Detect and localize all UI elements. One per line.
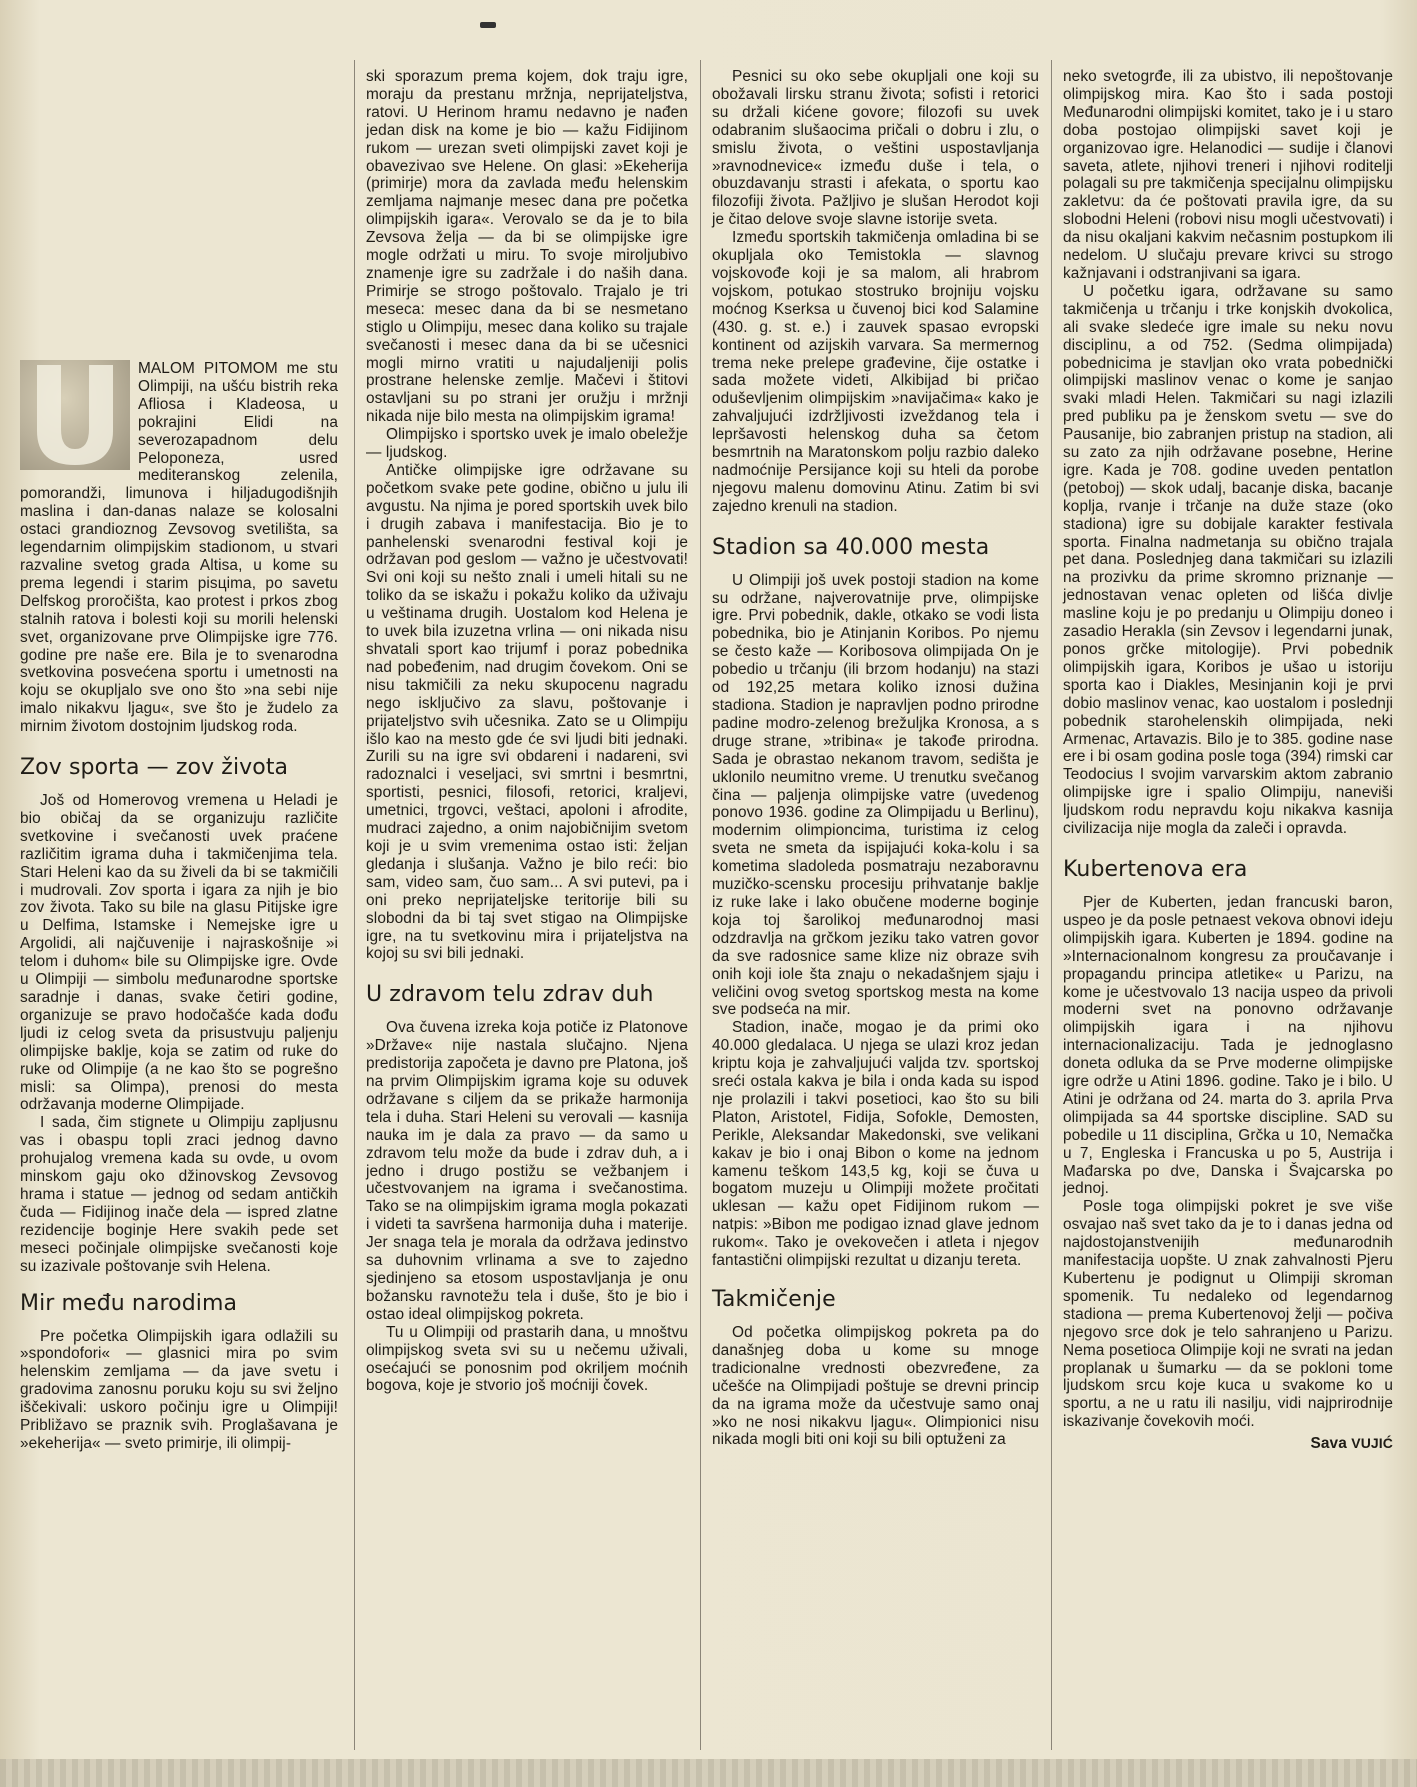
paragraph: Pjer de Kuberten, jedan francuski baron, uspeo je da posle petnaest vekova obnovi ideju olimpijskih igara. Kuberten je 1894. godine na »Internacionalnom kongresu za proučavanje i propagandu principa atletike« u Parizu, na kome je učestvovalo 13 nacija uspeo da privoli moderni svet na ponovno održavanje olimpijskih igara i na njihovu internacionalizaciju. Tada je jednoglasno doneta odluka da se Prve moderne olimpijske igre održe u Atini 1896. godine. Tako je i bilo. U Atini je održana od 24. marta do 3. aprila Prva olimpijada sa 44 sportske discipline. SAD su pobedile u 11 disciplina, Grčka u 10, Nemačka u 7, Engleska i Francuska u po 5, Austrija i Mađarska po dve, Danska i Švajcarska po jednoj.: [1063, 893, 1393, 1198]
section-heading-mir-medju-narodima: Mir među narodima: [20, 1290, 238, 1316]
paragraph: Tu u Olimpiji od prastarih dana, u mnoštvu olimpijskog sveta svi su u nečemu uživali, osećajući se ponosnim pod okriljem moćnih bogova, koje je stvorio još moćniji čovek.: [366, 1323, 688, 1395]
page-bottom-edge: [0, 1759, 1417, 1787]
article-column-4: [1063, 68, 1393, 1453]
article-column-3: [712, 68, 1039, 1449]
paragraph: Ova čuvena izreka koja potiče iz Platonove »Države« nije nastala slučajno. Njena predistorija započeta je davno pre Platona, još na prvim Olimpijskim igrama koje su oduvek održavane s ciljem da se prikaže harmonija tela i duha. Stari Heleni su verovali — kasnija nauka im je dala za pravo — da samo u zdravom telu može da bude i zdrav duh, a i jedno i drugo postižu se vežbanjem i učestvovanjem na igrama i svečanostima. Tako se na olimpijskim igrama mogla pokazati i videti ta savršena harmonija duha i materije. Jer snaga tela je morala da održava jedinstvo sa duhovnim vrlinama a sve to zajedno sjedinjeno sa etosom uspostavljanja je onu božansku ravnotežu tela i duše, što je bio i ostao ideal olimpijskog pokreta.: [366, 1019, 688, 1323]
dropcap-u-letter-icon: [27, 363, 123, 467]
column-rule: [354, 60, 355, 1750]
paragraph: U početku igara, održavane su samo takmičenja u trčanju i trke konjskih dvokolica, ali svake sledeće igre imale su neku novu disciplinu, a od 752. (Sedma olimpijada) pobednicima je stavljan oko vrata pobednički olimpijski maslinov venac o kome je sanjao svaki mladi Helen. Takmičari su nagi izlazili pred publiku pa je ženskom svetu — sve do Pausanije, bio zabranjen pristup na stadion, ali su zato za njih održavane posebne, Herine igre. Kada je 708. godine uveden pentatlon (petoboj) — skok udalj, bacanje diska, bacanje koplja, rvanje i trčanje na duže staze (oko stadiona) igre su dobijale karakter festivala sporta. Finalna nadmetanja su obično trajala pet dana. Poslednjeg dana takmičari su izlazili na prozivku da prime skromno priznanje — jednostavan venac opleten od lišća divlje masline koju je po predanju u Olimpiju doneo i zasadio Herakla (sin Zevsov i legendarni junak, ponos grčke mitologije). Prvi pobednik olimpijskih igara, Koribos je ušao u istoriju sporta kao i Diakles, Mesinjanin koji je prvi dobio maslinov venac, kao uostalom i poslednji pobednik starohelenskih olimpijada, neki Armenac, Artavazis. Bilo je to 385. godine nase ere i bi osam godina posle toga (394) rimski car Teodocius I svojim varvarskim aktom zabranio olimpijske igre i spalio Olimpiju, naneviši ljudskom rodu nepravdu koju nikakva kasnija civilizacija nije mogla da zaleči i opravda.: [1063, 282, 1393, 838]
top-print-mark: [480, 22, 496, 28]
section-heading-zov-sporta: Zov sporta — zov života: [20, 755, 289, 781]
section-heading-stadion: Stadion sa 40.000 mesta: [712, 534, 990, 560]
paragraph: ski sporazum prema kojem, dok traju igre, moraju da prestanu mržnja, neprijateljstva, ratovi. U Herinom hramu nedavno je nađen jedan disk na kome je bio — kažu Fidijinom rukom — urezan sveti olimpijski zavet koji je obavezivao sve Helene. On glasi: »Ekeherija (primirje) mora da zavlada među helenskim zemljama najmanje mesec dana pre početka olimpijskih igara«. Verovalo se da je to bila Zevsova želja — da bi se olimpijske igre mogle održati u miru. To svoje miroljubivo znamenje igre su zadržale i do naših dana. Primirje se strogo poštovalo. Trajalo je tri meseca: mesec dana da bi se nesmetano stiglo u Olimpiju, mesec dana koliko su trajale svečanosti i mesec dana da bi se učesnici mogli mirno vratiti u najudaljeniji polis prostrane helenske zemlje. Mačevi i štitovi ostavljani su po strani jer oružju i mržnji nikada nije bilo mesta na olimpijskim igrama!: [366, 68, 688, 426]
paragraph: Stadion, inače, mogao je da primi oko 40.000 gledalaca. U njega se ulazi kroz jedan kriptu koja je zahvaljujući valjda tzv. sportskoj sreći ostala kakva je bila i onda kada su ispod nje prolazili i takvi posetioci, kao što su bili Platon, Aristotel, Fidija, Sofokle, Demosten, Perikle, Aleksandar Makedonski, sve velikani kakav je bio i onaj Bibon o kome na jednom kamenu teškom 143,5 kg, koji se čuva u bogatom muzeju u Olimpiji možete pročitati uklesan — kažu opet Fidijinom rukom — natpis: »Bibon me podigao iznad glave jednom rukom«. Tako je ovekovečen i atleta i njegov fantastični olimpijski rezultat u dizanju tereta.: [712, 1019, 1039, 1270]
author-last-name: VUJIĆ: [1351, 1435, 1393, 1452]
article-column-1: [20, 360, 338, 1453]
article-column-2: [366, 68, 688, 1395]
section-heading-kubertenova-era: Kubertenova era: [1063, 856, 1248, 882]
paragraph: Pre početka Olimpijskih igara odlažili su »spondofori« — glasnici mira po svim helenskim zemljama — da jave svetu i gradovima zanosnu poruku koju su svi željno iščekivali: uskoro počinju igre u Olimpiji! Približavo se praznik svih. Proglašavana je »ekeherija« — sveto primirje, ili olimpij-: [20, 1327, 338, 1452]
paragraph: I sada, čim stignete u Olimpiju zapljusnu vas i obaspu topli zraci jednog davno prohujalog vremena kada su ovde, u ovom minskom gaju oko džinovskog Zevsovog hrama i statue — jednog od sedam antičkih čuda — Fidijinog inače dela — ispred zlatne rezidencije boginje Here svakih pede set meseci počinjale olimpijske svečanosti koje su izazivale poštovanje svih Helena.: [20, 1114, 338, 1275]
dropcap-initial: [20, 360, 130, 470]
paragraph: Još od Homerovog vremena u Heladi je bio običaj da se organizuju različite svetkovine i svečanosti uvek praćene različitim igrama duha i takmičenjima tela. Stari Heleni kao da su živeli da bi se takmičili i mudrovali. Zov sporta i igara za njih je bio zov života. Tako su bile na glasu Pitijske igre u Delfima, Istamske i Nemejske igre u Argolidi, ali najčuvenije i najraskošnije »i telom i duhom« bile su Olimpijske igre. Ovde u Olimpiji — simbolu međunarodne sportske saradnje i danas, svake četiri godine, organizuje se pravo hodočašće kada dođu ljudi iz celog sveta da prisustvuju paljenju olimpijske baklje, koja se zatim od ruke do ruke od Olimpije (a ne kao što se pogrešno misli: sa Olimpa), prenosi do mesta održavanja moderne Olimpijade.: [20, 792, 338, 1114]
paragraph: Olimpijsko i sportsko uvek je imalo obeležje — ljudskog.: [366, 426, 688, 462]
paragraph: neko svetogrđe, ili za ubistvo, ili nepoštovanje olimpijskog mira. Kao što i sada postoji Međunarodni olimpijski komitet, tako je i u staro doba postojao olimpijski savet koji je organizovao igre. Helanodici — sudije i članovi saveta, atlete, njihovi treneri i njihovi roditelji polagali su pre takmičenja specijalnu olimpijsku zakletvu: da će poštovati pravila igre, da su slobodni Heleni (robovi nisu mogli učestvovati) i da nisu okaljani kakvim nečasnim postupkom ili nedelom. U slučaju prevare krivci su strogo kažnjavani i odstranjivani sa igara.: [1063, 68, 1393, 282]
paragraph: U Olimpiji još uvek postoji stadion na kome su održane, najverovatnije prve, olimpijske igre. Prvi pobednik, dakle, otkako se vodi lista pobednika, bio je Atinjanin Koribos. Po njemu se često kaže — Koribosova olimpijada On je pobedio u trčanju (ili brzom hodanju) na stazi od 192,25 metara koliko iznosi dužina stadiona. Stadion je napravljen podno prirodne padine modro-zelenog brežuljka Kronosa, a s druge strane, »tribina« je takođe prirodna. Sada je obrastao nekanom travom, sedišta je uklonilo neumitno vreme. U trenutku svečanog čina — paljenja olimpijske vatre (uvedenog ponovo 1936. godine za Olimpijadu u Berlinu), modernim olimpioncima, turistima iz celog sveta ne smeta da ispijajući koka-kolu i sa kometima sladoleda posmatraju nezaboravnu muzičko-scensku procesiju prihvatanje baklje iz ruke lake i lako obučene moderne boginje koja toj šarolikoj međunarodnoj masi odzdravlja na grčkom jeziku tako vatren govor da sve radosnice same klize niz obraze svih onih koji iole šta znaju o nekadašnjem sjaju i veličini ovog svetog sportskog mesta na kome sve podseća na mir.: [712, 571, 1039, 1019]
article-intro: MALOM PITOMOM me stu Olimpiji, na ušću bistrih reka Afliosa i Kladeosa, u pokrajini Elidi na severozapadnom delu Peloponeza, usred mediteranskog zelenila, pomorandži, limunova i hiljadugodišnjih maslina i dan-danas nalaze se kolosalni ostaci grandioznog Zevsovog svetilišta, sa legendarnim olimpijskim stadionom, u stvari razvaline svetog grada Altisa, u kome su prema legendi i starim pisцima, po savetu Delfskog proročišta, kao protest i prkos zbog stalnih ratova i bolesti koji su morili helenski svet, organizovane prve Olimpijske igre 776. godine pre naše ere. Bila je to svenarodna svetkovina posvećena sportu i umetnosti na koju se okupljalo sve ono što »na sebi nije imalo nikakvu ljagu«, sve što je žudelo za mirnim životom dostojnim ljudskog roda.: [20, 360, 338, 736]
section-heading-takmicenje: Takmičenje: [712, 1287, 836, 1312]
paragraph: Od početka olimpijskog pokreta pa do današnjeg doba u kome su mnoge tradicionalne vrednosti obezvređene, za učešće na Olimpijadi poštuje se drevni princip da na igrama može da učestvuje samo onaj »ko ne nosi nikakvu ljagu«. Olimpionici nisu nikada mogli biti oni koji su bili optuženi za: [712, 1324, 1039, 1449]
paragraph: Između sportskih takmičenja omladina bi se okupljala oko Temistokla — slavnog vojskovođe koji je sa malom, ali hrabrom vojskom, potukao stostruko brojniju vojsku moćnog Kserksa u čuvenoj bici kod Salamine (430. g. st. e.) i zauvek spasao evropski kontinent od azijskih varvara. Sa mermernog trema neke prelepe građevine, čije ostatke i sada možete videti, Alkibijad bi pričao oduševljenim olimpijskim »navijačima« kako je zahvaljujući izdržljivosti izveždanog tela i lepršavosti helenskog duha sa četom besmrtnih na Maratonskom polju razbio daleko nadmoćnije Persijance koji su hteli da porobe njegovu malenu domovinu Atinu. Zatim bi svi zajedno krenuli na stadion.: [712, 229, 1039, 515]
column-rule: [1051, 60, 1052, 1750]
column-rule: [700, 60, 701, 1750]
paragraph: Posle toga olimpijski pokret je sve više osvajao naš svet tako da je to i danas jedna od najdostojanstvenijih međunarodnih manifestacija uopšte. U znak zahvalnosti Pjeru Kubertenu je podignut u Olimpiji skroman spomenik. Tu nedaleko od legendarnog stadiona — prema Kubertenovoj želji — počiva njegovo srce dok je telo sahranjeno u Parizu. Nema posetioca Olimpije koji ne svrati na jedan proplanak u šumarku — da se pokloni tome ljudskom srcu koje kuca u svakome ko u sportu, a ne u ratu ili nasilju, vidi najprirodnije iskazivanje čovekovih moći.: [1063, 1198, 1393, 1431]
paragraph: Pesnici su oko sebe okupljali one koji su obožavali lirsku stranu života; sofisti i retorici su držali kićene govore; filozofi su uvek odabranim slušaocima pričali o dobru i zlu, o smislu života, o veštini uspostavljanja »ravnodnevice« između duše i tela, o obuzdavanju strasti i afekata, o sportu kao filozofiji života. Pažljivo je slušan Herodot koji je čitao delove svoje slavne istorije sveta.: [712, 68, 1039, 229]
section-heading-zdrav-duh: U zdravom telu zdrav duh: [366, 982, 654, 1008]
author-signature: [1063, 1435, 1393, 1453]
author-first-name: Sava: [1310, 1435, 1347, 1453]
paragraph: Antičke olimpijske igre održavane su početkom svake pete godine, obično u julu ili avgustu. Na njima je pored sportskih uvek bilo i drugih zabava i manifestacija. Bio je to panhelenski svenarodni festival koji je održavan pod geslom — važno je učestvovati! Svi oni koji su nešto znali i umeli hitali su ne toliko da se iskažu i pokažu koliko da uživaju u veštinama drugih. Uostalom kod Helena je to uvek bila izuzetna vrlina — oni nikada nisu shvatali sport kao trijumf i poraz pobednika nad pobeđenim, nad drugim čovekom. Oni se nisu takmičili za neku skupocenu nagradu nego isključivo za slavu, poštovanje i prijateljstvo svih učesnika. Zato se u Olimpiju išlo kao na mesto gde će svi ljudi biti jednaki. Zurili su na igre svi obdareni i nadareni, svi radoznalci i veseljaci, svi smrtni i besmrtni, sportisti, pesnici, filosofi, retorici, kraljevi, umetnici, trgovci, veštaci, apoloni i afrodite, mudraci zajedno, a onim najobičnijim svetom koji je u svim vremenima ostao isti: željan gledanja i slušanja. Važno je bilo reći: bio sam, video sam, čuo sam... A svi putevi, pa i oni preko neprijateljske teritorije bili su slobodni da bi taj svet stigao na Olimpijske igre, na tu svetkovinu mira i prijateljstva na kojoj su svi bili jednaki.: [366, 461, 688, 963]
